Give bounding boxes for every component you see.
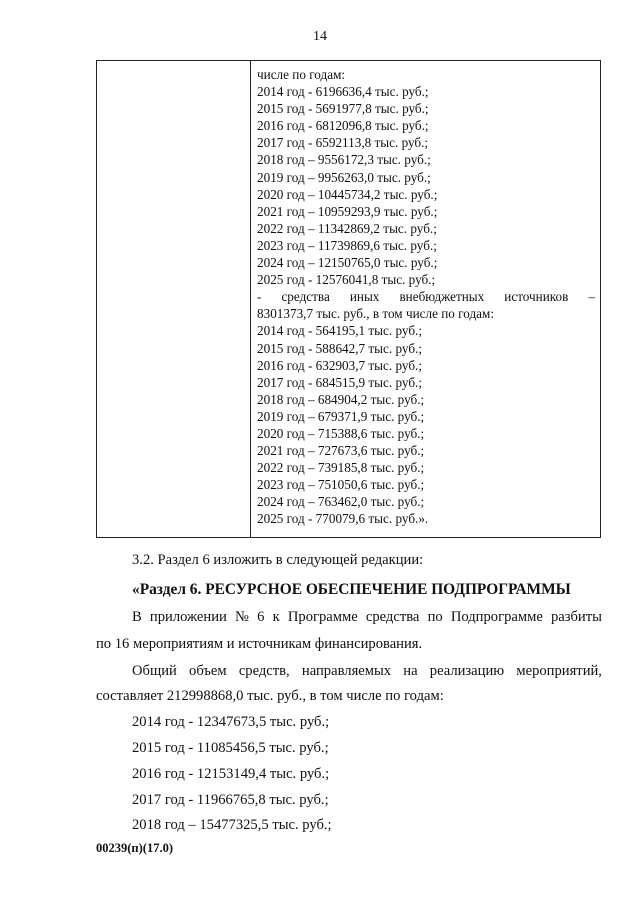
table-column-divider [250,61,251,537]
table-line: 2015 год - 588642,7 тыс. руб.; [257,340,422,356]
word: средства [365,609,420,625]
paragraph-1-line-1 [132,609,602,626]
table-right-cell [257,66,595,528]
table-line: 2018 год – 684904,2 тыс. руб.; [257,391,425,407]
paragraph-1-line-2: по 16 мероприятиям и источникам финансирования. [96,636,423,652]
word: Общий [132,663,177,679]
table-line: 2017 год - 684515,9 тыс. руб.; [257,374,422,390]
table-line-other-sources [257,288,595,305]
word: реализацию [429,663,505,679]
table-line: 2022 год – 11342869,2 тыс. руб.; [257,220,437,236]
table-line: 2020 год – 10445734,2 тыс. руб.; [257,186,438,202]
word: к [272,609,280,625]
word: Подпрограмме [450,609,543,625]
table-line: 2023 год – 751050,6 тыс. руб.; [257,477,425,493]
word: – [588,289,595,305]
year-line: 2017 год - 11966765,8 тыс. руб.; [132,792,329,808]
word: средств, [238,663,290,679]
page-number: 14 [313,29,327,44]
word: - [257,289,262,305]
word: средства [281,289,330,305]
table-line: 2016 год - 632903,7 тыс. руб.; [257,357,422,373]
table-line: 2015 год - 5691977,8 тыс. руб.; [257,101,429,117]
word: объем [189,663,227,679]
table-line: 2017 год - 6592113,8 тыс. руб.; [257,135,429,151]
year-line: 2018 год – 15477325,5 тыс. руб.; [132,817,332,833]
budget-table [96,60,601,538]
word: Программе [287,609,358,625]
word: иных [349,289,380,305]
year-line: 2014 год - 12347673,5 тыс. руб.; [132,714,330,730]
word: внебюджетных [399,289,485,305]
word: на [403,663,418,679]
table-line: 2022 год – 739185,8 тыс. руб.; [257,460,425,476]
word: источников [504,289,569,305]
table-line: 2021 год – 10959293,9 тыс. руб.; [257,203,438,219]
table-line: 2020 год – 715388,6 тыс. руб.; [257,425,425,441]
paragraph-2-line-2: составляет 212998868,0 тыс. руб., в том числе по годам: [96,688,444,704]
table-line: 2014 год - 564195,1 тыс. руб.; [257,323,422,339]
table-line: 2019 год – 679371,9 тыс. руб.; [257,408,425,424]
table-line: 2021 год – 727673,6 тыс. руб.; [257,443,425,459]
word: направляемых [301,663,392,679]
footer-code: 00239(п)(17.0) [96,841,173,855]
word: приложении [149,609,227,625]
word: разбиты [550,609,602,625]
table-line: 2025 год - 12576041,8 тыс. руб.; [257,272,436,288]
table-line: 8301373,7 тыс. руб., в том числе по годам: [257,306,495,322]
table-line: 2025 год - 770079,6 тыс. руб.». [257,511,429,527]
item-3-2: 3.2. Раздел 6 изложить в следующей редакции: [132,552,424,568]
table-line: 2016 год - 6812096,8 тыс. руб.; [257,118,429,134]
table-line: 2024 год – 12150765,0 тыс. руб.; [257,255,438,271]
section-heading: «Раздел 6. РЕСУРСНОЕ ОБЕСПЕЧЕНИЕ ПОДПРОГРАММЫ [132,581,571,598]
word: № [235,609,249,625]
year-line: 2016 год - 12153149,4 тыс. руб.; [132,766,330,782]
table-line: 2024 год – 763462,0 тыс. руб.; [257,494,425,510]
table-line: 2018 год – 9556172,3 тыс. руб.; [257,152,431,168]
year-line: 2015 год - 11085456,5 тыс. руб.; [132,740,329,756]
paragraph-2-line-1 [132,663,602,680]
word: по [427,609,443,625]
table-line: 2023 год – 11739869,6 тыс. руб.; [257,237,437,253]
word: мероприятий, [516,663,602,679]
word: В [132,609,142,625]
table-line: числе по годам: [257,67,346,82]
table-line: 2019 год – 9956263,0 тыс. руб.; [257,169,431,185]
word: 6 [257,609,265,625]
table-line: 2014 год - 6196636,4 тыс. руб.; [257,84,429,100]
